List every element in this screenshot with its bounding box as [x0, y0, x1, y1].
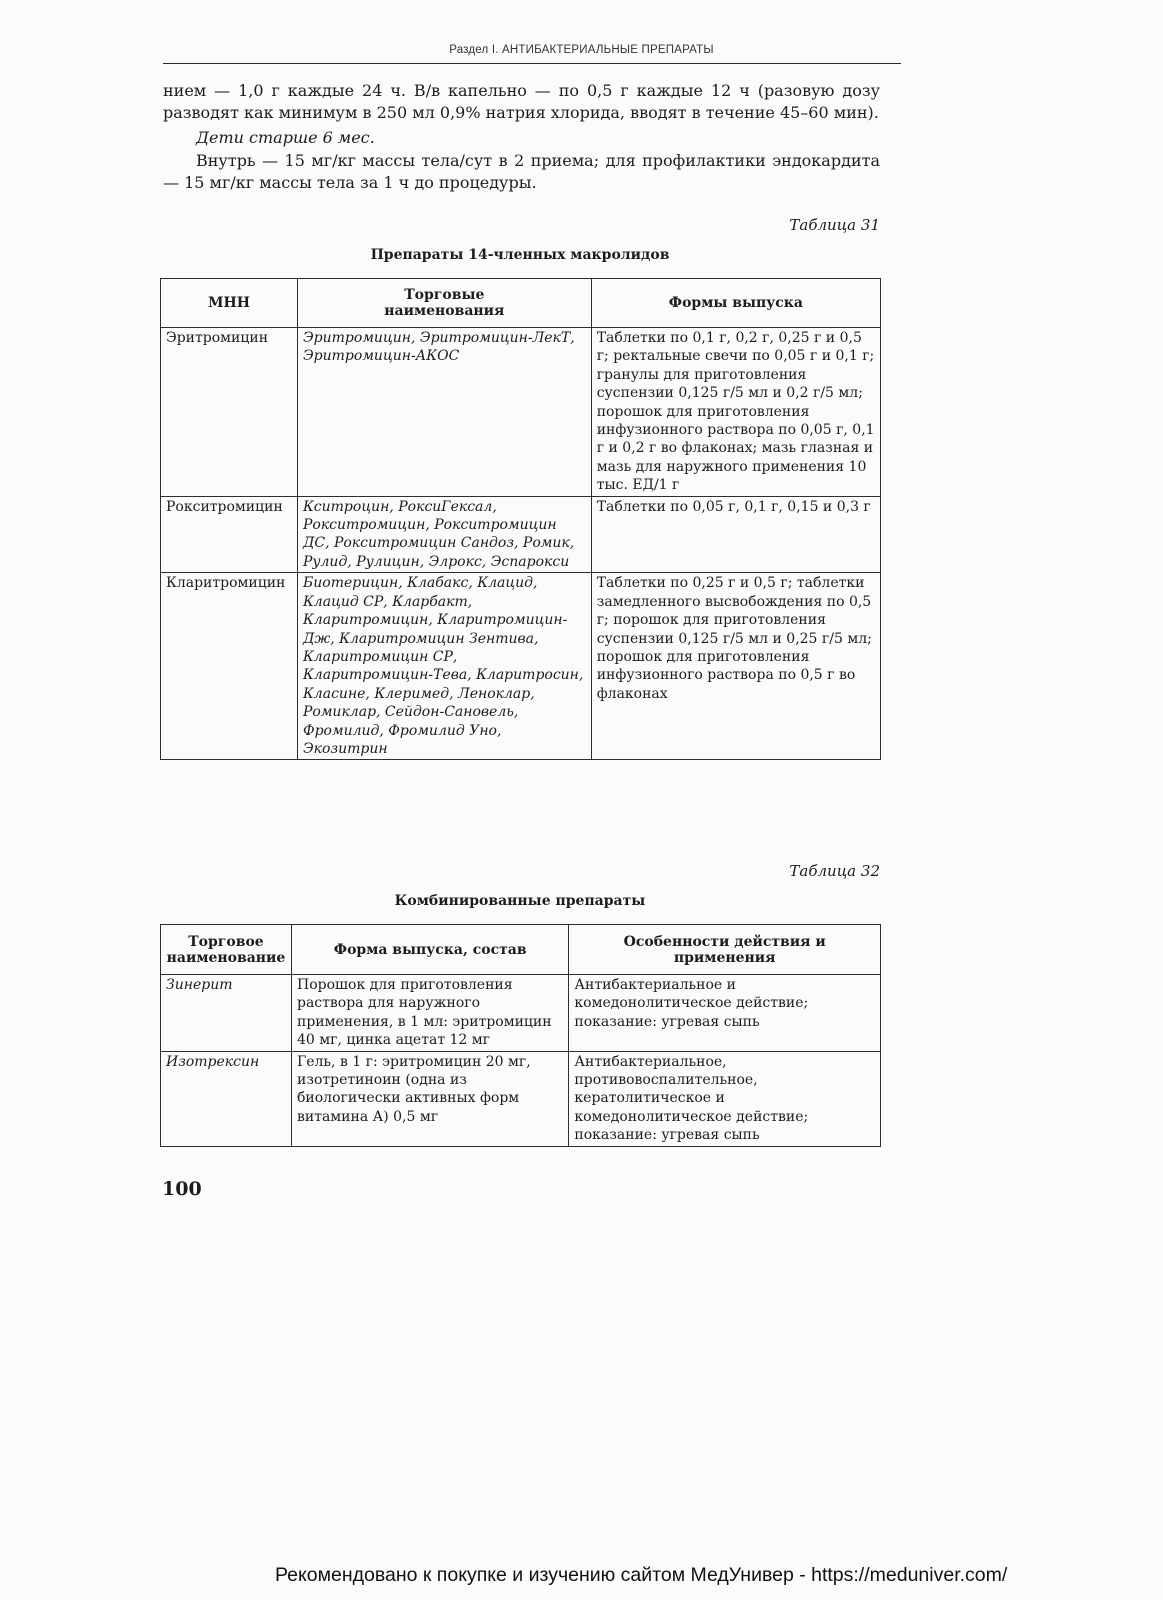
table32-form-cell: Порошок для приготовления раствора для наружного применения, в 1 мл: эритромицин 40 мг, цинка ацетат 12 мг	[291, 975, 568, 1052]
table32-header-action: Особенности действия и применения	[569, 925, 881, 975]
header-divider	[163, 63, 901, 64]
body-paragraph-1: нием — 1,0 г каждые 24 ч. В/в капельно — по 0,5 г каждые 12 ч (разовую дозу разводят как минимум в 250 мл 0,9% натрия хлорида, вводят в течение 45–60 мин).	[163, 81, 880, 122]
table31-header-row	[161, 279, 881, 328]
table31-header-inn: МНН	[161, 279, 298, 328]
table32-name-cell: Изотрексин	[161, 1051, 292, 1146]
table32-caption: Таблица 32	[789, 862, 880, 880]
table31-trade-cell: Эритромицин, Эритромицин-ЛекТ, Эритромицин-АКОС	[297, 328, 591, 497]
table32-name-cell: Зинерит	[161, 975, 292, 1052]
table31-inn-cell: Рокситромицин	[161, 496, 298, 573]
table31-forms-cell: Таблетки по 0,1 г, 0,2 г, 0,25 г и 0,5 г; ректальные свечи по 0,05 г и 0,1 г; гранулы для приготовления суспензии 0,125 г/5 мл и 0,2 г/5 мл; порошок для приготовления инфузионного раствора по 0,05 г, 0,1 г и 0,2 г во флаконах; мазь глазная и мазь для наружного применения 10 тыс. ЕД/1 г	[591, 328, 880, 497]
table-row	[161, 975, 881, 1052]
body-paragraph-2: Внутрь — 15 мг/кг массы тела/сут в 2 приема; для профилактики эндокардита — 15 мг/кг массы тела за 1 ч до процедуры.	[163, 151, 880, 192]
table31-forms-cell: Таблетки по 0,05 г, 0,1 г, 0,15 и 0,3 г	[591, 496, 880, 573]
table31-title: Препараты 14-членных макролидов	[370, 247, 670, 263]
table32-header-row	[161, 925, 881, 975]
table31-header-forms: Формы выпуска	[591, 279, 880, 328]
table-row	[161, 496, 881, 573]
table31-trade-cell: Биотерицин, Клабакс, Клацид, Клацид СР, Кларбакт, Кларитромицин, Кларитромицин-Дж, Кларитромицин Зентива, Кларитромицин СР, Кларитромицин-Тева, Кларитросин, Класине, Клеримед, Леноклар, Ромиклар, Сейдон-Сановель, Фромилид, Фромилид Уно, Экозитрин	[297, 573, 591, 760]
subheading-children: Дети старше 6 мес.	[196, 128, 375, 147]
running-header: Раздел I. АНТИБАКТЕРИАЛЬНЫЕ ПРЕПАРАТЫ	[449, 44, 714, 56]
table31-inn-cell: Кларитромицин	[161, 573, 298, 760]
table-row	[161, 1051, 881, 1146]
table31-inn-cell: Эритромицин	[161, 328, 298, 497]
table31-header-trade: Торговые наименования	[297, 279, 591, 328]
table32	[160, 924, 881, 1147]
table-row	[161, 573, 881, 760]
table32-action-cell: Антибактериальное и комедонолитическое действие; показание: угревая сыпь	[569, 975, 881, 1052]
footer-watermark-text[interactable]: Рекомендовано к покупке и изучению сайтом МедУнивер - https://meduniver.com/	[275, 1564, 1008, 1586]
table32-form-cell: Гель, в 1 г: эритромицин 20 мг, изотретиноин (одна из биологически активных форм витамина А) 0,5 мг	[291, 1051, 568, 1146]
table31-caption: Таблица 31	[789, 216, 880, 234]
table31-trade-cell: Кситроцин, РоксиГексал, Рокситромицин, Рокситромицин ДС, Рокситромицин Сандоз, Ромик, Рулид, Рулицин, Элрокс, Эспарокси	[297, 496, 591, 573]
table31	[160, 278, 881, 760]
page-number: 100	[162, 1178, 202, 1200]
table32-header-form: Форма выпуска, состав	[291, 925, 568, 975]
table32-title: Комбинированные препараты	[394, 893, 646, 909]
table32-action-cell: Антибактериальное, противовоспалительное, кератолитическое и комедонолитическое действие; показание: угревая сыпь	[569, 1051, 881, 1146]
table-row	[161, 328, 881, 497]
table31-forms-cell: Таблетки по 0,25 г и 0,5 г; таблетки замедленного высвобождения по 0,5 г; порошок для приготовления суспензии 0,125 г/5 мл и 0,25 г/5 мл; порошок для приготовления инфузионного раствора по 0,5 г во флаконах	[591, 573, 880, 760]
table32-header-name: Торговое наименование	[161, 925, 292, 975]
